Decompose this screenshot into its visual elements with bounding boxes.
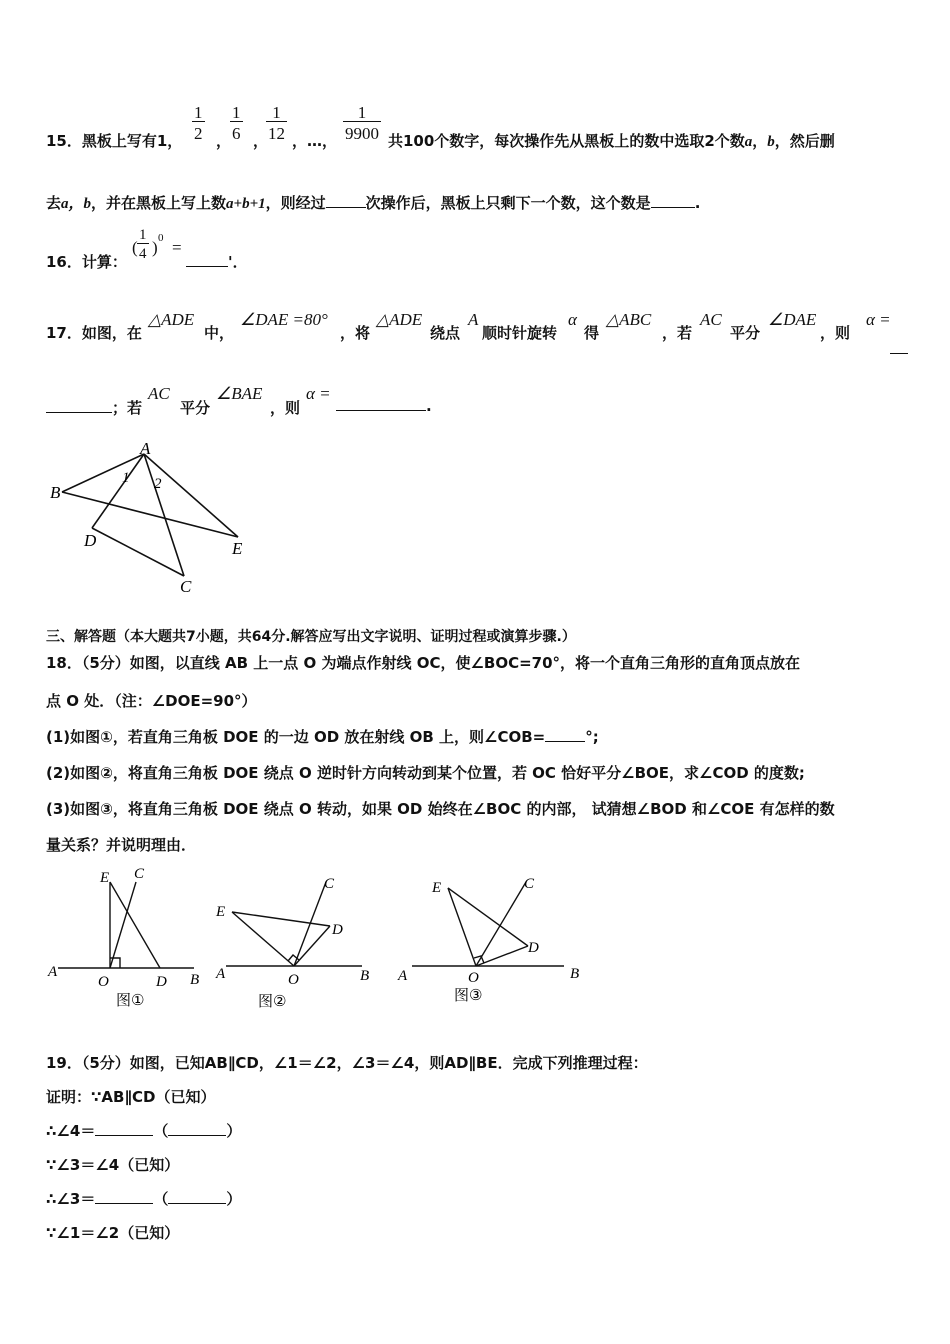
answer-blank[interactable] xyxy=(326,207,366,208)
q17-triangle-ade-2: △ADE xyxy=(376,310,423,329)
label-e: E xyxy=(432,880,442,896)
q17-text: 中， xyxy=(204,324,235,342)
q15-comma-2: ， xyxy=(253,132,269,150)
numerator: 1 xyxy=(357,103,367,122)
q17-text: 绕点 xyxy=(430,324,461,342)
ray-oc xyxy=(110,882,136,968)
answer-blank[interactable] xyxy=(545,741,585,742)
numerator: 1 xyxy=(232,103,241,122)
denominator: 6 xyxy=(230,121,243,142)
q15-fraction-4 xyxy=(343,104,381,142)
q18-part-3-cont: 量关系？并说明理由． xyxy=(46,836,197,854)
q17-answer-2 xyxy=(336,397,432,415)
answer-blank[interactable] xyxy=(95,1135,153,1136)
q15-line2-end: . xyxy=(694,194,701,212)
answer-blank[interactable] xyxy=(186,266,228,267)
q16-exponent: 0 xyxy=(158,232,164,244)
q16-fraction xyxy=(137,228,149,262)
q17-alpha: α xyxy=(568,310,577,329)
ray-od xyxy=(294,926,330,966)
q17-ac-2: AC xyxy=(148,384,170,403)
segment-ed xyxy=(448,888,528,946)
q18-figure-2 xyxy=(212,862,382,1014)
label-b: B xyxy=(50,483,61,502)
numerator: 1 xyxy=(194,103,203,122)
label-angle-1: 1 xyxy=(122,470,130,486)
answer-blank[interactable] xyxy=(46,412,112,413)
segment-ab xyxy=(62,454,144,492)
q15-fraction-2 xyxy=(230,104,243,142)
q19-step-1-text: ∴∠4＝ xyxy=(46,1122,96,1140)
q18-line-2: 点 O 处．（注：∠DOE=90°） xyxy=(46,692,257,710)
label-a: A xyxy=(398,968,408,984)
q18-part-3: (3)如图③，将直角三角板 DOE 绕点 O 转动，如果 OD 始终在∠BOC 的内部， 试猜想∠BOD 和∠COE 有怎样的数 xyxy=(46,800,835,818)
label-c: C xyxy=(524,876,535,892)
q19-line-1: 19．（5分）如图，已知AB∥CD，∠1＝∠2，∠3＝∠4，则AD∥BE．完成下列推理过程： xyxy=(46,1054,648,1072)
q17-text: 平分 xyxy=(180,399,211,417)
q18-part-2: (2)如图②，将直角三角板 DOE 绕点 O 逆时针方向转动到某个位置，若 OC 恰好平分∠BOE，求∠COD 的度数; xyxy=(46,764,805,782)
section-3-heading: 三、解答题（本大题共7小题，共64分.解答应写出文字说明、证明过程或演算步骤.） xyxy=(46,629,576,645)
q17-text: 平分 xyxy=(730,324,761,342)
answer-blank[interactable] xyxy=(95,1203,153,1204)
q17-angle-dae: ∠DAE =80° xyxy=(240,310,328,329)
segment-ad xyxy=(92,454,144,528)
caption-fig-1: 图① xyxy=(116,991,145,1009)
label-angle-2: 2 xyxy=(154,476,162,492)
label-b: B xyxy=(190,972,200,988)
ray-oc xyxy=(476,882,526,966)
q15-line2-mid3: 次操作后，黑板上只剩下一个数，这个数是 xyxy=(365,194,651,212)
label-o: O xyxy=(468,970,479,986)
label-c: C xyxy=(134,866,145,882)
q16-answer xyxy=(186,251,248,272)
q16-paren-open: ( xyxy=(132,238,138,257)
q17-text: ，将 xyxy=(340,324,371,342)
separator: ， xyxy=(752,132,768,150)
q18-part-1-end: °; xyxy=(585,728,599,746)
q15-fraction-1 xyxy=(192,104,205,142)
caption-fig-3: 图③ xyxy=(454,986,483,1004)
q17-text: ，若 xyxy=(662,324,693,342)
q17-angle-dae-2: ∠DAE xyxy=(768,310,817,329)
label-e: E xyxy=(216,904,226,920)
label-c: C xyxy=(324,876,335,892)
label-o: O xyxy=(98,974,109,990)
numerator: 1 xyxy=(272,103,281,122)
q15-text: 共100个数字，每次操作先从黑板上的数中选取2个数 xyxy=(388,132,745,150)
q17-alpha-eq: α = xyxy=(866,310,891,329)
q19-step-4: ∵∠1＝∠2（已知） xyxy=(46,1224,180,1242)
q15-line2-pre: 去 xyxy=(46,194,62,212)
paren-close: ） xyxy=(226,1190,242,1208)
q17-triangle-abc: △ABC xyxy=(606,310,652,329)
label-e: E xyxy=(232,539,243,558)
q17-end: . xyxy=(426,397,432,415)
q17-ac: AC xyxy=(700,310,722,329)
q17-lead: 17．如图，在 xyxy=(46,324,142,342)
q19-step-1 xyxy=(46,1120,241,1141)
q15-lead: 15．黑板上写有1， xyxy=(46,132,183,150)
label-o: O xyxy=(288,972,299,988)
q17-figure xyxy=(44,440,264,600)
numerator: 1 xyxy=(139,227,147,243)
denominator: 9900 xyxy=(343,121,381,142)
q17-angle-bae: ∠BAE xyxy=(216,384,263,403)
q15-text-1 xyxy=(388,130,835,151)
q15-ellipsis: ，…， xyxy=(292,132,338,150)
label-b: B xyxy=(570,966,580,982)
q16-paren-close: ) xyxy=(152,238,158,257)
q17-text: 顺时针旋转 xyxy=(482,324,558,342)
reason-blank[interactable] xyxy=(168,1203,226,1204)
q17-text: ；若 xyxy=(112,399,143,417)
q17-point-a: A xyxy=(468,310,479,329)
q16-end: '． xyxy=(228,253,248,271)
q18-line-1: 18．（5分）如图，以直线 AB 上一点 O 为端点作射线 OC，使∠BOC=70°，将一个直角三角形的直角顶点放在 xyxy=(46,654,801,672)
q17-alpha-eq-2: α = xyxy=(306,384,331,403)
label-d: D xyxy=(332,922,343,938)
label-d: D xyxy=(156,974,167,990)
segment-ed xyxy=(110,882,160,968)
q16-equals: = xyxy=(172,238,182,257)
label-a: A xyxy=(216,966,226,982)
q17-text: ，则 xyxy=(270,399,301,417)
q19-step-3 xyxy=(46,1188,241,1209)
q17-text: ，则 xyxy=(820,324,851,342)
q16-lead: 16．计算： xyxy=(46,253,127,271)
denominator: 2 xyxy=(192,121,205,142)
paren-close: ） xyxy=(226,1122,242,1140)
answer-blank[interactable] xyxy=(336,410,426,411)
q15-text-end: ，然后删 xyxy=(774,132,835,150)
reason-blank[interactable] xyxy=(168,1135,226,1136)
q18-figure-3 xyxy=(394,862,590,1014)
label-d: D xyxy=(84,531,97,550)
q19-step-3-text: ∴∠3＝ xyxy=(46,1190,96,1208)
q18-part-1 xyxy=(46,726,599,747)
paren-open: （ xyxy=(153,1190,169,1208)
ray-oe xyxy=(448,888,476,966)
answer-blank[interactable] xyxy=(890,340,908,358)
q15-comma-1: ， xyxy=(216,132,232,150)
label-a: A xyxy=(140,440,151,458)
q17-triangle-ade: △ADE xyxy=(148,310,195,329)
label-d: D xyxy=(528,940,539,956)
caption-fig-2: 图② xyxy=(258,992,287,1010)
q18-part-1-text: (1)如图①，若直角三角板 DOE 的一边 OD 放在射线 OB 上，则∠COB= xyxy=(46,728,546,746)
q17-line-2 xyxy=(46,397,142,418)
q17-text: 得 xyxy=(584,324,600,342)
q15-fraction-3 xyxy=(266,104,287,142)
q19-step-2: ∵∠3＝∠4（已知） xyxy=(46,1156,180,1174)
var-b: b xyxy=(767,134,775,150)
var-a: a xyxy=(744,134,753,150)
denominator: 12 xyxy=(266,121,287,142)
q19-proof: 证明：∵AB∥CD（已知） xyxy=(46,1088,216,1106)
q15-ab: a，b xyxy=(61,196,92,212)
label-b: B xyxy=(360,968,370,984)
ray-oc xyxy=(294,882,326,966)
q15-line2-mid: ，并在黑板上写上数 xyxy=(91,194,227,212)
q15-expr: a+b+1 xyxy=(226,196,266,212)
denominator: 4 xyxy=(137,243,149,262)
label-e: E xyxy=(100,870,110,886)
q15-line2-mid2: ，则经过 xyxy=(265,194,326,212)
q18-figure-1 xyxy=(44,862,214,1014)
paren-open: （ xyxy=(153,1122,169,1140)
answer-blank[interactable] xyxy=(651,207,695,208)
label-a: A xyxy=(48,964,58,980)
label-c: C xyxy=(180,577,192,596)
q15-line-2 xyxy=(46,192,700,213)
